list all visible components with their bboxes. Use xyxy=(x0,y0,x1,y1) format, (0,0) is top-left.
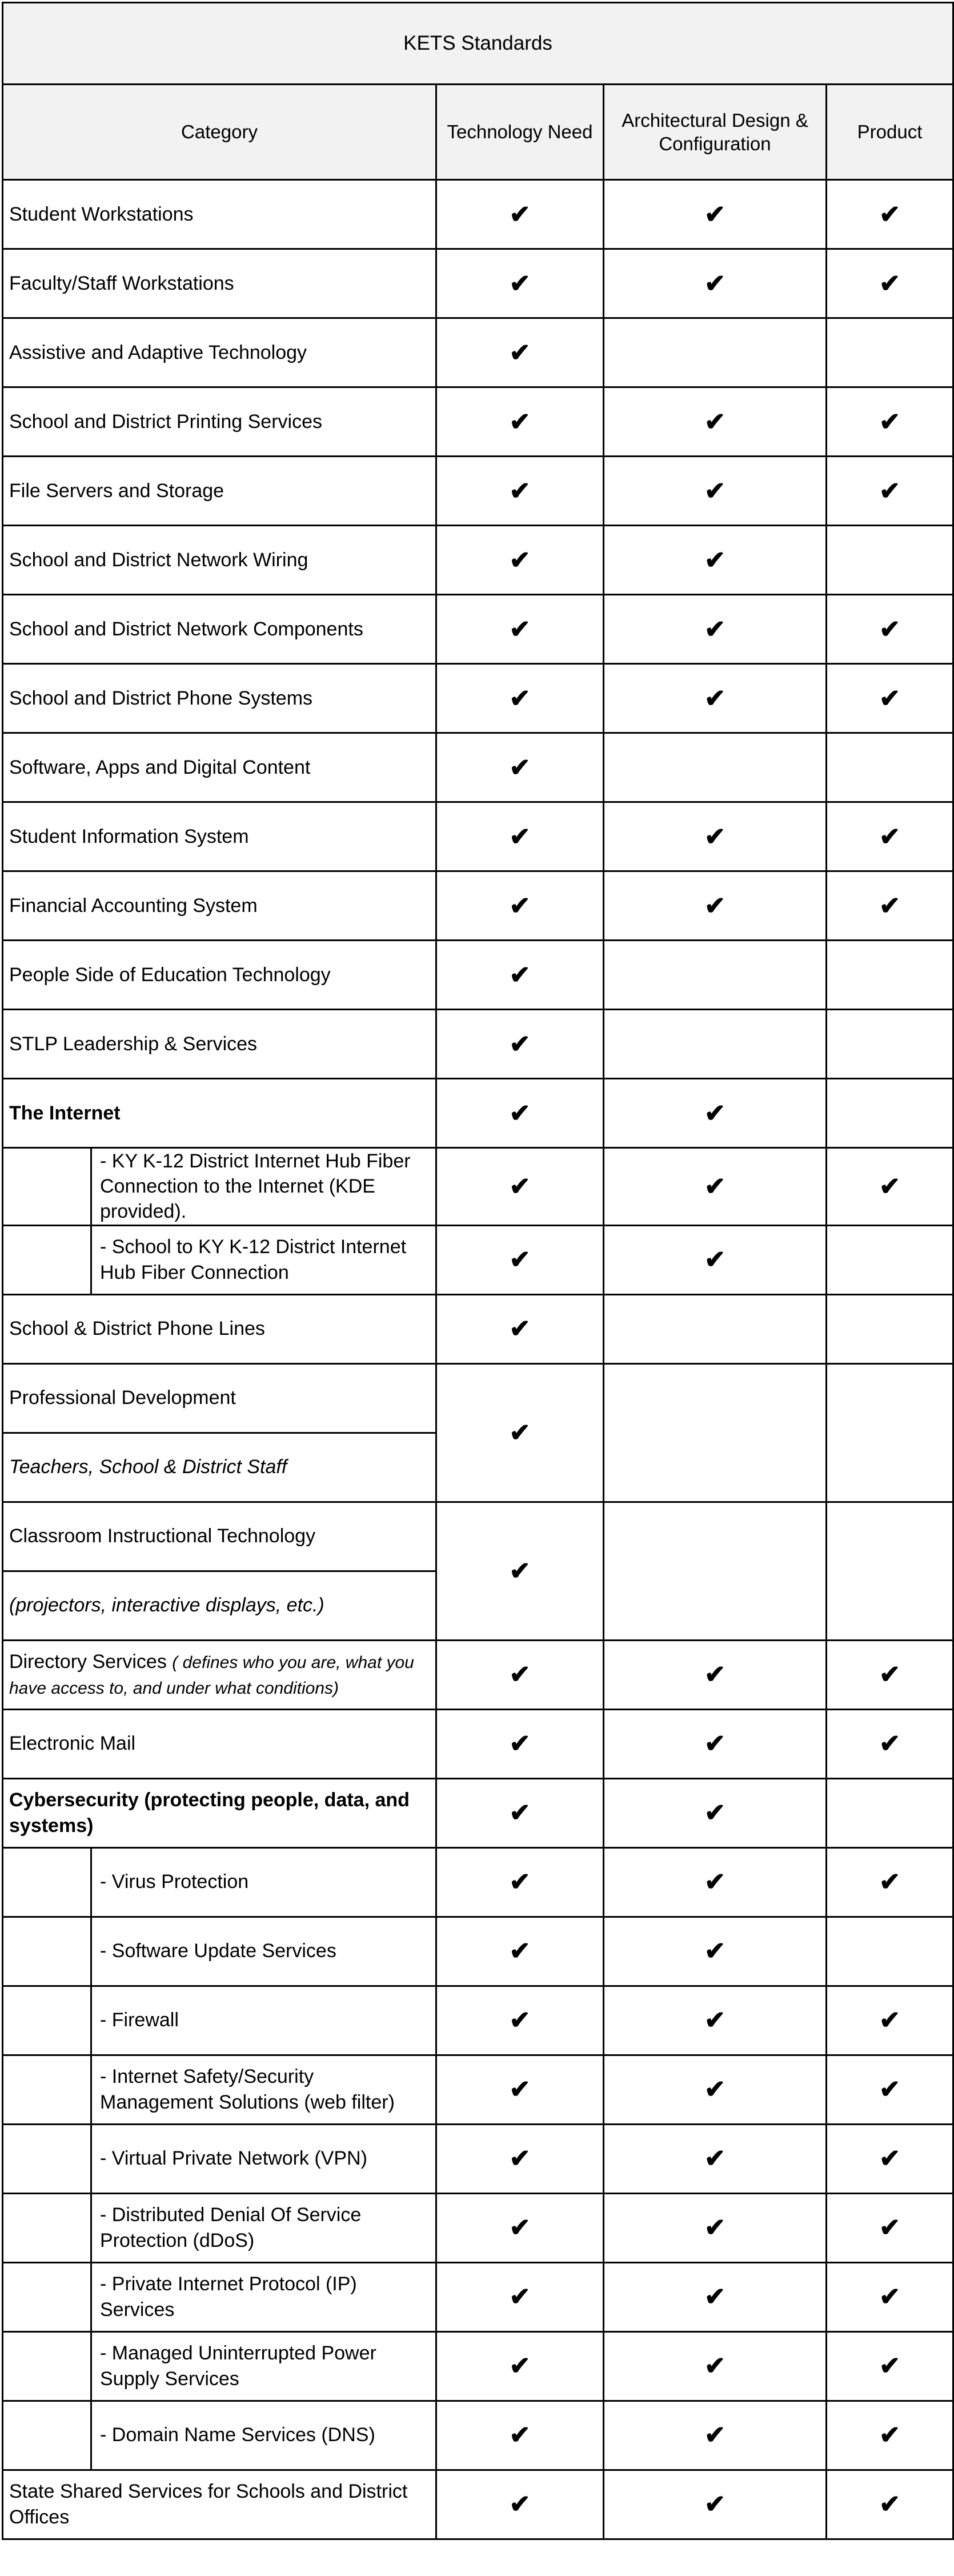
check-icon: ✔ xyxy=(436,1640,604,1709)
check-icon: ✔ xyxy=(604,1917,827,1986)
row-label: People Side of Education Technology xyxy=(3,941,436,1010)
empty-cell xyxy=(827,1010,953,1079)
empty-cell xyxy=(827,1294,953,1363)
check-icon: ✔ xyxy=(436,871,604,941)
check-icon: ✔ xyxy=(604,2401,827,2470)
check-icon: ✔ xyxy=(604,2331,827,2401)
row-label: Student Workstations xyxy=(3,180,436,249)
table-row xyxy=(3,457,953,526)
empty-cell xyxy=(604,318,827,387)
empty-cell xyxy=(827,1778,953,1847)
check-icon: ✔ xyxy=(436,1225,604,1294)
row-label: Assistive and Adaptive Technology xyxy=(3,318,436,387)
check-icon: ✔ xyxy=(436,733,604,802)
row-label: Student Information System xyxy=(3,802,436,871)
row-label: Directory Services xyxy=(9,1651,167,1673)
check-icon: ✔ xyxy=(436,318,604,387)
check-icon: ✔ xyxy=(827,595,953,664)
row-label: School & District Phone Lines xyxy=(3,1294,436,1363)
empty-cell xyxy=(604,1010,827,1079)
check-icon: ✔ xyxy=(436,180,604,249)
empty-cell xyxy=(827,1225,953,1294)
check-icon: ✔ xyxy=(436,1294,604,1363)
check-icon: ✔ xyxy=(604,1079,827,1148)
table-row xyxy=(3,1778,953,1847)
empty-cell xyxy=(604,941,827,1010)
check-icon: ✔ xyxy=(436,2124,604,2193)
check-icon: ✔ xyxy=(436,1986,604,2055)
check-icon: ✔ xyxy=(827,249,953,318)
check-icon: ✔ xyxy=(436,1778,604,1847)
empty-cell xyxy=(827,941,953,1010)
row-label: Software, Apps and Digital Content xyxy=(3,733,436,802)
table-row xyxy=(3,249,953,318)
table-row xyxy=(3,1148,953,1226)
row-label: Classroom Instructional Technology xyxy=(3,1502,436,1571)
check-icon: ✔ xyxy=(604,2470,827,2539)
check-icon: ✔ xyxy=(827,1847,953,1917)
row-label: - School to KY K-12 District Internet Hub Fiber Connection xyxy=(91,1225,436,1294)
check-icon: ✔ xyxy=(436,2401,604,2470)
table-row xyxy=(3,1363,953,1433)
check-icon: ✔ xyxy=(436,802,604,871)
check-icon: ✔ xyxy=(604,664,827,733)
header-product: Product xyxy=(827,85,953,180)
row-label: - Distributed Denial Of Service Protection (dDoS) xyxy=(91,2193,436,2262)
indent-cell xyxy=(3,1225,91,1294)
row-label: - KY K-12 District Internet Hub Fiber Connection to the Internet (KDE provided). xyxy=(91,1148,436,1226)
table-row xyxy=(3,2124,953,2193)
row-label: - Internet Safety/Security Management Solutions (web filter) xyxy=(91,2055,436,2124)
table-row xyxy=(3,871,953,941)
empty-cell xyxy=(827,526,953,595)
check-icon: ✔ xyxy=(604,1225,827,1294)
empty-cell xyxy=(827,733,953,802)
check-icon: ✔ xyxy=(436,1148,604,1226)
row-label: School and District Printing Services xyxy=(3,387,436,457)
table-row xyxy=(3,387,953,457)
row-label: School and District Network Wiring xyxy=(3,526,436,595)
check-icon: ✔ xyxy=(436,1709,604,1778)
row-label: - Private Internet Protocol (IP) Services xyxy=(91,2262,436,2331)
check-icon: ✔ xyxy=(827,180,953,249)
check-icon: ✔ xyxy=(436,664,604,733)
check-icon: ✔ xyxy=(827,2401,953,2470)
check-icon: ✔ xyxy=(827,387,953,457)
table-row xyxy=(3,595,953,664)
check-icon: ✔ xyxy=(827,2124,953,2193)
empty-cell xyxy=(827,1079,953,1148)
empty-cell xyxy=(604,733,827,802)
table-row xyxy=(3,2401,953,2470)
indent-cell xyxy=(3,1917,91,1986)
row-label: Electronic Mail xyxy=(3,1709,436,1778)
indent-cell xyxy=(3,1986,91,2055)
check-icon: ✔ xyxy=(604,387,827,457)
check-icon: ✔ xyxy=(604,2124,827,2193)
check-icon: ✔ xyxy=(827,2470,953,2539)
check-icon: ✔ xyxy=(436,1847,604,1917)
row-label: - Firewall xyxy=(91,1986,436,2055)
table-row xyxy=(3,664,953,733)
check-icon: ✔ xyxy=(604,2193,827,2262)
row-label: The Internet xyxy=(3,1079,436,1148)
table-row xyxy=(3,1294,953,1363)
table-row xyxy=(3,1225,953,1294)
check-icon: ✔ xyxy=(604,249,827,318)
indent-cell xyxy=(3,2262,91,2331)
table-row xyxy=(3,180,953,249)
row-label: Financial Accounting System xyxy=(3,871,436,941)
check-icon: ✔ xyxy=(604,802,827,871)
empty-cell xyxy=(604,1294,827,1363)
header-category: Category xyxy=(3,85,436,180)
table-row xyxy=(3,2193,953,2262)
table-row xyxy=(3,1709,953,1778)
empty-cell xyxy=(827,318,953,387)
check-icon: ✔ xyxy=(604,457,827,526)
table-row xyxy=(3,1502,953,1571)
row-label: Professional Development xyxy=(3,1363,436,1433)
table-row xyxy=(3,2331,953,2401)
check-icon: ✔ xyxy=(604,1986,827,2055)
check-icon: ✔ xyxy=(436,526,604,595)
row-label: Cybersecurity (protecting people, data, and systems) xyxy=(3,1778,436,1847)
check-icon: ✔ xyxy=(827,1986,953,2055)
check-icon: ✔ xyxy=(604,1847,827,1917)
row-label: School and District Network Components xyxy=(3,595,436,664)
check-icon: ✔ xyxy=(604,1148,827,1226)
check-icon: ✔ xyxy=(436,2055,604,2124)
indent-cell xyxy=(3,2401,91,2470)
table-row xyxy=(3,1917,953,1986)
check-icon: ✔ xyxy=(436,1502,604,1640)
row-label: - Software Update Services xyxy=(91,1917,436,1986)
check-icon: ✔ xyxy=(604,2055,827,2124)
row-label: Faculty/Staff Workstations xyxy=(3,249,436,318)
table-row xyxy=(3,802,953,871)
table-title: KETS Standards xyxy=(3,3,953,85)
check-icon: ✔ xyxy=(827,2262,953,2331)
indent-cell xyxy=(3,2193,91,2262)
table-row xyxy=(3,318,953,387)
check-icon: ✔ xyxy=(827,664,953,733)
check-icon: ✔ xyxy=(827,2193,953,2262)
check-icon: ✔ xyxy=(436,1010,604,1079)
table-row xyxy=(3,1847,953,1917)
check-icon: ✔ xyxy=(827,457,953,526)
check-icon: ✔ xyxy=(604,1640,827,1709)
check-icon: ✔ xyxy=(604,526,827,595)
check-icon: ✔ xyxy=(436,1917,604,1986)
check-icon: ✔ xyxy=(436,595,604,664)
header-architectural-design: Architectural Design & Configuration xyxy=(604,85,827,180)
table-row xyxy=(3,1640,953,1709)
check-icon: ✔ xyxy=(827,871,953,941)
table-row xyxy=(3,1986,953,2055)
check-icon: ✔ xyxy=(436,457,604,526)
row-label: - Virtual Private Network (VPN) xyxy=(91,2124,436,2193)
row-label: School and District Phone Systems xyxy=(3,664,436,733)
check-icon: ✔ xyxy=(827,2331,953,2401)
check-icon: ✔ xyxy=(436,387,604,457)
empty-cell xyxy=(827,1502,953,1640)
check-icon: ✔ xyxy=(436,2470,604,2539)
row-note: (projectors, interactive displays, etc.) xyxy=(3,1571,436,1640)
empty-cell xyxy=(604,1502,827,1640)
check-icon: ✔ xyxy=(604,1778,827,1847)
indent-cell xyxy=(3,2055,91,2124)
table-row xyxy=(3,1010,953,1079)
table-row xyxy=(3,733,953,802)
check-icon: ✔ xyxy=(604,871,827,941)
table-row xyxy=(3,941,953,1010)
check-icon: ✔ xyxy=(436,1079,604,1148)
empty-cell xyxy=(827,1917,953,1986)
indent-cell xyxy=(3,2331,91,2401)
row-label: - Managed Uninterrupted Power Supply Services xyxy=(91,2331,436,2401)
table-row xyxy=(3,1079,953,1148)
row-label: State Shared Services for Schools and District Offices xyxy=(3,2470,436,2539)
check-icon: ✔ xyxy=(827,2055,953,2124)
check-icon: ✔ xyxy=(827,1709,953,1778)
check-icon: ✔ xyxy=(436,2262,604,2331)
row-label: - Virus Protection xyxy=(91,1847,436,1917)
check-icon: ✔ xyxy=(436,941,604,1010)
header-technology-need: Technology Need xyxy=(436,85,604,180)
check-icon: ✔ xyxy=(827,1640,953,1709)
empty-cell xyxy=(604,1363,827,1502)
empty-cell xyxy=(827,1363,953,1502)
table-row xyxy=(3,526,953,595)
indent-cell xyxy=(3,2124,91,2193)
check-icon: ✔ xyxy=(436,2193,604,2262)
check-icon: ✔ xyxy=(827,802,953,871)
check-icon: ✔ xyxy=(604,180,827,249)
row-label: File Servers and Storage xyxy=(3,457,436,526)
check-icon: ✔ xyxy=(436,249,604,318)
row-note: ( defines who you are, what you have access to, and under what conditions) xyxy=(9,1653,414,1698)
row-label: - Domain Name Services (DNS) xyxy=(91,2401,436,2470)
check-icon: ✔ xyxy=(436,1363,604,1502)
check-icon: ✔ xyxy=(827,1148,953,1226)
indent-cell xyxy=(3,1148,91,1226)
row-label: STLP Leadership & Services xyxy=(3,1010,436,1079)
check-icon: ✔ xyxy=(604,2262,827,2331)
row-label-cell xyxy=(3,1640,436,1709)
table-row xyxy=(3,2470,953,2539)
table-row xyxy=(3,2055,953,2124)
check-icon: ✔ xyxy=(604,595,827,664)
check-icon: ✔ xyxy=(436,2331,604,2401)
row-note: Teachers, School & District Staff xyxy=(3,1433,436,1502)
kets-standards-table xyxy=(2,2,954,2540)
check-icon: ✔ xyxy=(604,1709,827,1778)
indent-cell xyxy=(3,1847,91,1917)
table-row xyxy=(3,2262,953,2331)
